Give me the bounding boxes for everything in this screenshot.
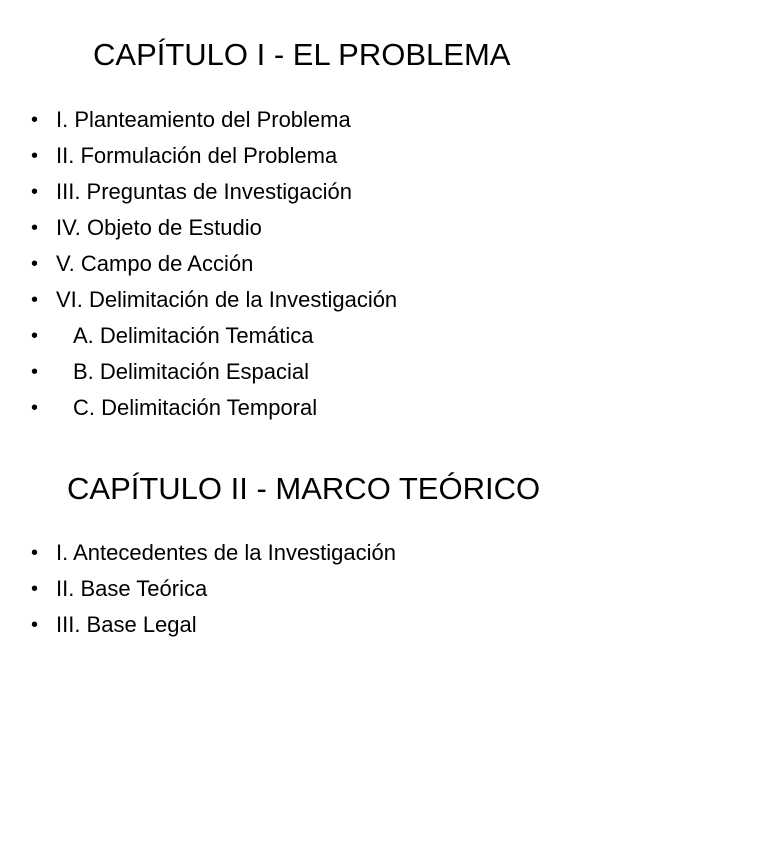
bullet-icon: • (31, 325, 39, 347)
outline-item-label: I. Planteamiento del Problema (56, 107, 351, 132)
outline-item-label: V. Campo de Acción (56, 251, 254, 276)
outline-item-label: I. Antecedentes de la Investigación (56, 540, 397, 565)
outline-item-label: VI. Delimitación de la Investigación (56, 287, 398, 312)
outline-item-label: II. Formulación del Problema (56, 143, 338, 168)
outline-item-label: III. Preguntas de Investigación (56, 179, 352, 204)
bullet-icon: • (31, 289, 39, 311)
bullet-icon: • (31, 397, 39, 419)
bullet-icon: • (31, 181, 39, 203)
outline-item-label: B. Delimitación Espacial (73, 359, 309, 384)
bullet-icon: • (31, 578, 39, 600)
bullet-icon: • (31, 145, 39, 167)
chapter-2-title: CAPÍTULO II - MARCO TEÓRICO (67, 471, 541, 506)
bullet-icon: • (31, 614, 39, 636)
outline-item-label: II. Base Teórica (56, 576, 208, 601)
bullet-icon: • (31, 217, 39, 239)
outline-item-label: IV. Objeto de Estudio (56, 215, 262, 240)
outline-item-label: A. Delimitación Temática (73, 323, 314, 348)
chapter-1-title: CAPÍTULO I - EL PROBLEMA (93, 37, 511, 72)
bullet-icon: • (31, 542, 39, 564)
bullet-icon: • (31, 109, 39, 131)
bullet-icon: • (31, 361, 39, 383)
outline-item-label: C. Delimitación Temporal (73, 395, 318, 420)
outline-item-label: III. Base Legal (56, 612, 197, 637)
bullet-icon: • (31, 253, 39, 275)
